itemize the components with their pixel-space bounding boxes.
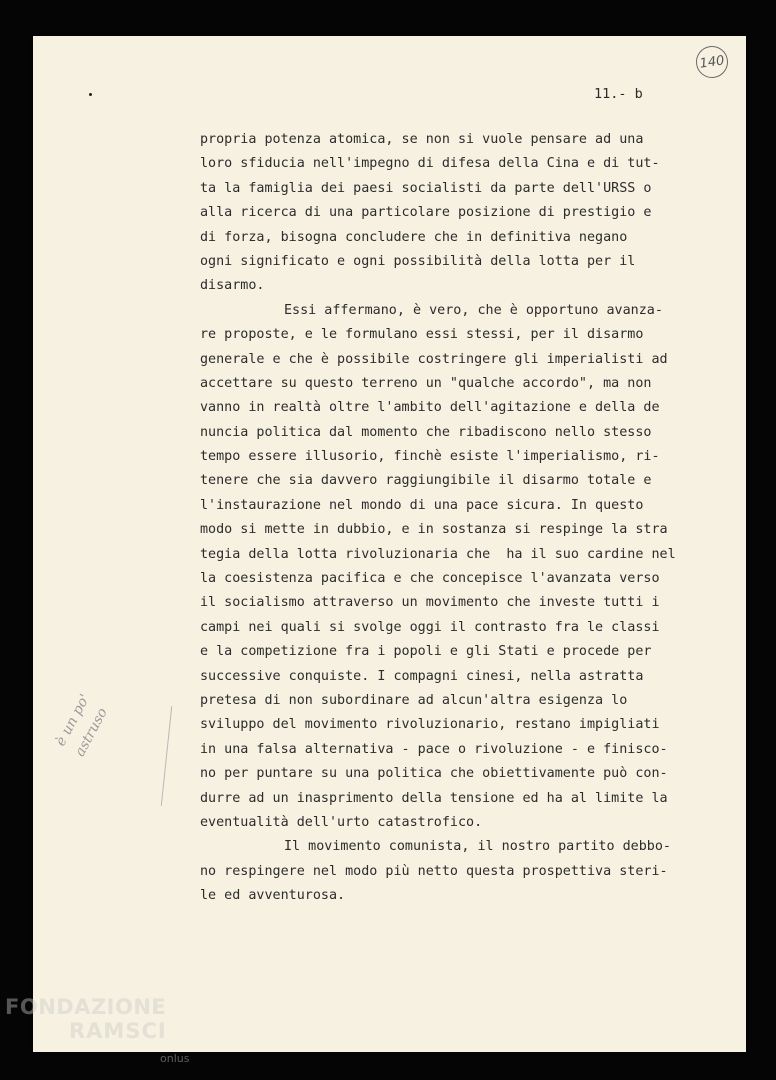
text-line: eventualità dell'urto catastrofico.: [200, 814, 483, 830]
text-line: ogni significato e ogni possibilità della lotta per il: [200, 253, 636, 269]
text-line: Essi affermano, è vero, che è opportuno avanza-: [284, 302, 663, 318]
text-line: generale e che è possibile costringere gli imperialisti ad: [200, 351, 668, 367]
text-line: propria potenza atomica, se non si vuole pensare ad una: [200, 132, 644, 147]
text-line: ta la famiglia dei paesi socialisti da parte dell'URSS o: [200, 180, 652, 196]
text-line: l'instaurazione nel mondo di una pace sicura. In questo: [200, 497, 644, 513]
text-line: alla ricerca di una particolare posizione di prestigio e: [200, 205, 652, 221]
watermark-line-1: FONDAZIONE: [5, 995, 167, 1019]
text-line: sviluppo del movimento rivoluzionario, restano impigliati: [200, 717, 660, 733]
ink-dot: [89, 93, 92, 96]
stamp-number: 140: [698, 52, 726, 72]
text-line: tegia della lotta rivoluzionaria che ha il suo cardine nel: [200, 546, 676, 562]
text-line: Il movimento comunista, il nostro partito debbo-: [284, 839, 671, 855]
fondazione-gramsci-watermark: [5, 995, 167, 1043]
text-line: di forza, bisogna concludere che in definitiva negano: [200, 229, 628, 245]
text-line: re proposte, e le formulano essi stessi, per il disarmo: [200, 327, 644, 343]
text-line: no per puntare su una politica che obiettivamente può con-: [200, 766, 668, 782]
watermark-line-2: RAMSCI: [69, 1019, 167, 1043]
text-line: durre ad un inasprimento della tensione ed ha al limite la: [200, 790, 668, 806]
text-line: successive conquiste. I compagni cinesi, nella astratta: [200, 668, 644, 684]
text-line: la coesistenza pacifica e che concepisce l'avanzata verso: [200, 571, 660, 587]
text-line: tempo essere illusorio, finchè esiste l'imperialismo, ri-: [200, 449, 660, 465]
handwritten-margin-note: è un po' astruso: [52, 691, 111, 760]
text-line: vanno in realtà oltre l'ambito dell'agitazione e della de: [200, 400, 660, 416]
text-line: il socialismo attraverso un movimento che investe tutti i: [200, 595, 660, 611]
typewritten-body: [200, 128, 700, 909]
text-line: accettare su questo terreno un "qualche accordo", ma non: [200, 375, 652, 391]
page-number: 11.- b: [594, 86, 643, 102]
text-line: no respingere nel modo più netto questa prospettiva steri-: [200, 863, 668, 879]
text-line: le ed avventurosa.: [200, 888, 346, 904]
text-line: disarmo.: [200, 278, 265, 294]
text-line: nuncia politica dal momento che ribadiscono nello stesso: [200, 424, 652, 440]
text-line: in una falsa alternativa - pace o rivoluzione - e finisco-: [200, 741, 668, 757]
text-line: e la competizione fra i popoli e gli Stati e procede per: [200, 644, 652, 660]
text-line: pretesa di non subordinare ad alcun'altra esigenza lo: [200, 692, 628, 708]
text-line: modo si mette in dubbio, e in sostanza si respinge la stra: [200, 522, 668, 538]
text-line: tenere che sia davvero raggiungibile il disarmo totale e: [200, 473, 652, 489]
watermark-onlus: onlus: [160, 1052, 190, 1065]
text-line: campi nei quali si svolge oggi il contrasto fra le classi: [200, 619, 660, 635]
text-line: loro sfiducia nell'impegno di difesa della Cina e di tut-: [200, 156, 660, 172]
